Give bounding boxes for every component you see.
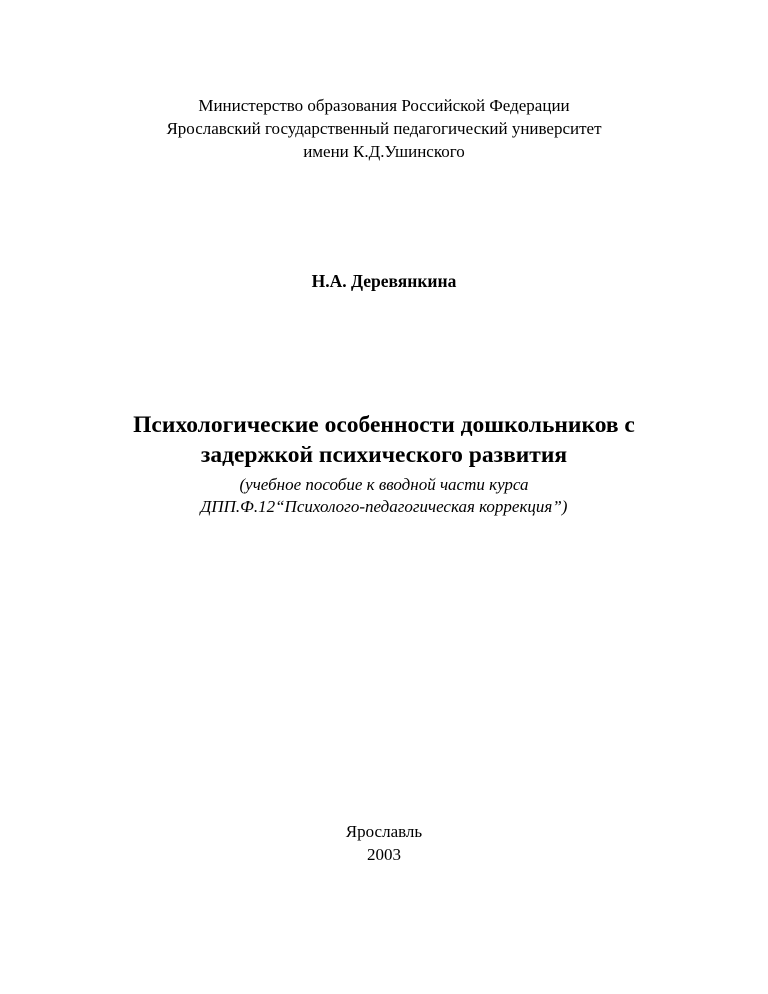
university-name: Ярославский государственный педагогический университет <box>166 119 602 138</box>
title-line: Психологические особенности дошкольников с <box>133 412 635 438</box>
document-title <box>0 410 768 470</box>
institution-header <box>0 94 768 163</box>
publication-city: Ярославль <box>345 822 423 841</box>
publication-year: 2003 <box>367 845 401 864</box>
ministry-name: Министерство образования Российской Федерации <box>198 96 570 115</box>
subtitle-line: (учебное пособие к вводной части курса <box>239 475 529 494</box>
document-subtitle <box>0 474 768 518</box>
author-name: Н.А. Деревянкина <box>311 271 457 291</box>
university-dedication: имени К.Д.Ушинского <box>303 142 465 161</box>
title-line: задержкой психического развития <box>200 442 568 468</box>
subtitle-line: ДПП.Ф.12“Психолого-педагогическая коррекция”) <box>200 497 568 516</box>
publication-info <box>0 820 768 866</box>
